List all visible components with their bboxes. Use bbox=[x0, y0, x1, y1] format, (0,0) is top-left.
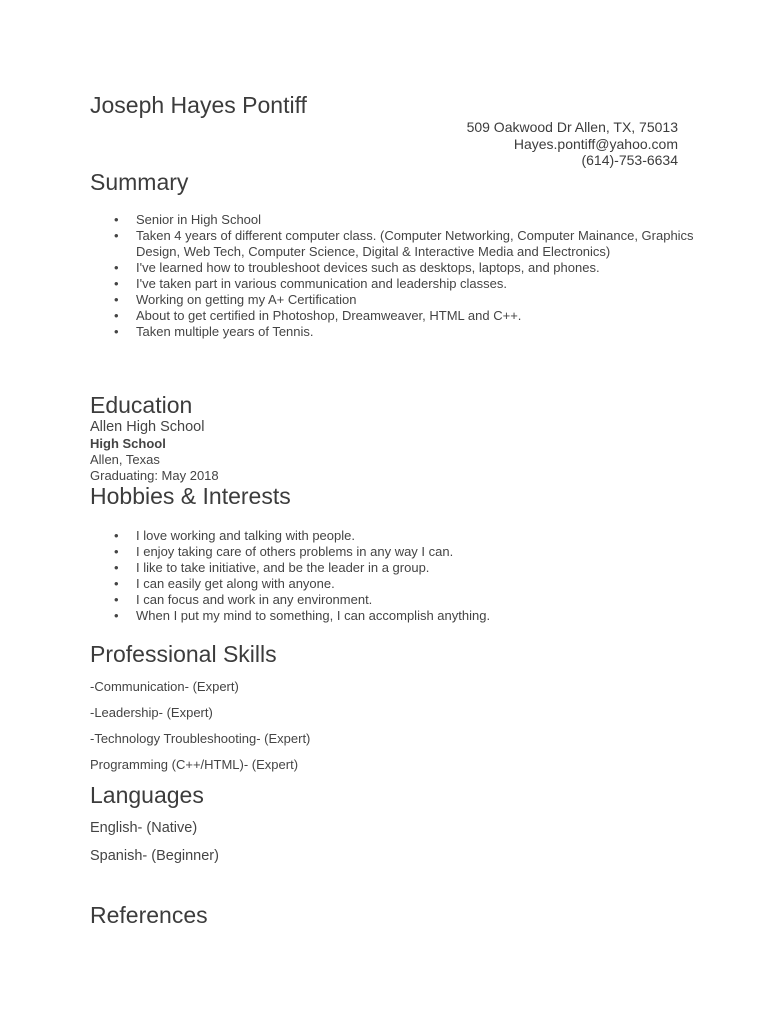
contact-block bbox=[467, 119, 678, 169]
skill-item: Programming (C++/HTML)- (Expert) bbox=[90, 757, 299, 772]
list-item: • I enjoy taking care of others problems in any way I can. bbox=[114, 544, 454, 559]
bullet-icon: • bbox=[114, 228, 119, 243]
list-item: • Senior in High School bbox=[114, 212, 262, 227]
resume-name: Joseph Hayes Pontiff bbox=[90, 92, 307, 118]
education-school: Allen High School bbox=[90, 419, 205, 435]
language-item: Spanish- (Beginner) bbox=[90, 848, 219, 864]
list-item: • When I put my mind to something, I can accomplish anything. bbox=[114, 608, 491, 623]
bullet-icon: • bbox=[114, 608, 119, 623]
contact-phone: (614)-753-6634 bbox=[581, 152, 678, 168]
list-item: • I love working and talking with people. bbox=[114, 528, 355, 543]
hobbies-heading: Hobbies & Interests bbox=[90, 483, 291, 509]
hobbies-list bbox=[90, 528, 696, 624]
education-heading: Education bbox=[90, 392, 193, 418]
languages-heading: Languages bbox=[90, 782, 204, 808]
references-heading: References bbox=[90, 902, 208, 928]
list-item: • Taken 4 years of different computer class. (Computer Networking, Computer Mainance, Graphics Design, Web Tech, Computer Science, Digital & Interactive Media and Electronics) bbox=[114, 228, 694, 259]
bullet-icon: • bbox=[114, 308, 119, 323]
contact-address: 509 Oakwood Dr Allen, TX, 75013 bbox=[466, 119, 678, 135]
list-item: • I like to take initiative, and be the leader in a group. bbox=[114, 560, 430, 575]
skill-item: -Communication- (Expert) bbox=[90, 679, 239, 694]
bullet-icon: • bbox=[114, 592, 119, 607]
bullet-icon: • bbox=[114, 544, 119, 559]
skill-item: -Technology Troubleshooting- (Expert) bbox=[90, 731, 311, 746]
contact-email: Hayes.pontiff@yahoo.com bbox=[513, 135, 678, 152]
summary-heading: Summary bbox=[90, 169, 189, 195]
bullet-icon: • bbox=[114, 324, 119, 339]
list-item: • I can easily get along with anyone. bbox=[114, 576, 335, 591]
list-item: • I've learned how to troubleshoot devices such as desktops, laptops, and phones. bbox=[114, 260, 600, 275]
education-level: High School bbox=[90, 436, 166, 451]
education-location: Allen, Texas bbox=[90, 452, 160, 467]
bullet-icon: • bbox=[114, 260, 119, 275]
bullet-icon: • bbox=[114, 292, 119, 307]
list-item: • I've taken part in various communication and leadership classes. bbox=[114, 276, 508, 291]
list-item: • Working on getting my A+ Certification bbox=[114, 292, 357, 307]
summary-list bbox=[90, 212, 696, 340]
bullet-icon: • bbox=[114, 576, 119, 591]
bullet-icon: • bbox=[114, 276, 119, 291]
education-graduating: Graduating: May 2018 bbox=[90, 468, 219, 483]
list-item: • I can focus and work in any environment. bbox=[114, 592, 373, 607]
bullet-icon: • bbox=[114, 560, 119, 575]
list-item: • Taken multiple years of Tennis. bbox=[114, 324, 314, 339]
education-block bbox=[90, 419, 219, 484]
skill-item: -Leadership- (Expert) bbox=[90, 705, 213, 720]
bullet-icon: • bbox=[114, 212, 119, 227]
language-item: English- (Native) bbox=[90, 820, 198, 836]
bullet-icon: • bbox=[114, 528, 119, 543]
list-item: • About to get certified in Photoshop, Dreamweaver, HTML and C++. bbox=[114, 308, 522, 323]
skills-heading: Professional Skills bbox=[90, 641, 277, 667]
